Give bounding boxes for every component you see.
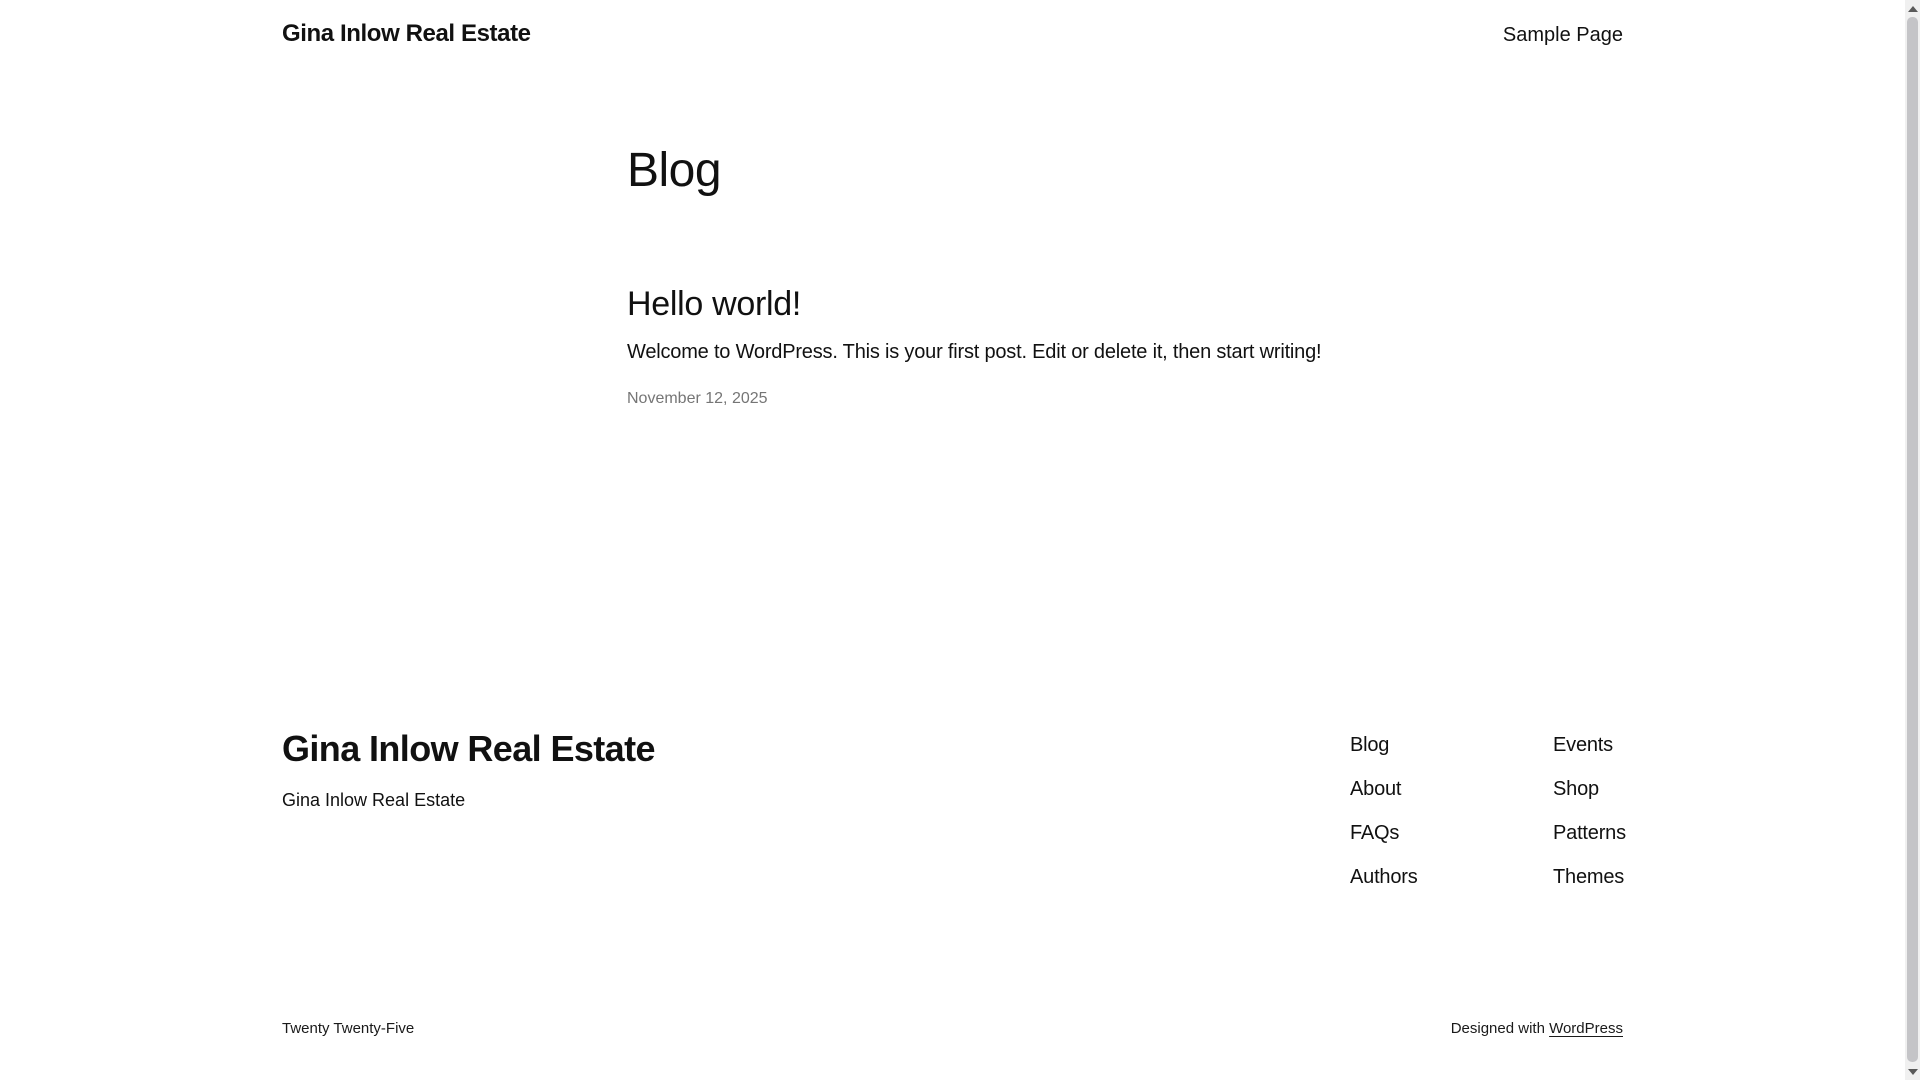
footer-link-blog[interactable]: Blog — [1350, 734, 1390, 756]
post-title — [627, 287, 801, 321]
footer-tagline: Gina Inlow Real Estate — [282, 790, 466, 810]
scrollbar-thumb[interactable] — [1907, 17, 1918, 1062]
wordpress-link[interactable]: WordPress — [1549, 1020, 1623, 1037]
nav-item-sample-page[interactable]: Sample Page — [1502, 24, 1623, 46]
post-excerpt: Welcome to WordPress. This is your first post. Edit or delete it, then start writing! — [627, 341, 1322, 363]
designed-with — [1451, 1021, 1623, 1036]
footer-nav-column-1 — [1350, 735, 1418, 887]
footer-link-themes[interactable]: Themes — [1553, 866, 1625, 888]
scrollbar[interactable] — [1905, 0, 1920, 1080]
theme-name: Twenty Twenty-Five — [282, 1020, 415, 1037]
footer-link-about[interactable]: About — [1350, 778, 1402, 800]
footer-link-events[interactable]: Events — [1553, 734, 1613, 756]
scrollbar-up-icon — [1908, 6, 1918, 12]
page-title: Blog — [627, 144, 722, 197]
footer-link-faqs[interactable]: FAQs — [1350, 822, 1400, 844]
footer-link-authors[interactable]: Authors — [1350, 866, 1418, 888]
footer-link-shop[interactable]: Shop — [1553, 778, 1599, 800]
post-title-link[interactable]: Hello world! — [627, 285, 802, 323]
footer-site-title: Gina Inlow Real Estate — [282, 728, 655, 769]
site-title-link[interactable]: Gina Inlow Real Estate — [282, 20, 531, 47]
scrollbar-up-button[interactable] — [1905, 0, 1920, 17]
footer-nav-column-2 — [1553, 735, 1626, 887]
scrollbar-down-button[interactable] — [1905, 1063, 1920, 1080]
designed-with-text: Designed with — [1450, 1020, 1550, 1037]
scrollbar-down-icon — [1908, 1069, 1918, 1075]
header-nav — [1503, 25, 1623, 45]
post-date: November 12, 2025 — [627, 390, 768, 407]
footer-link-patterns[interactable]: Patterns — [1553, 822, 1626, 844]
